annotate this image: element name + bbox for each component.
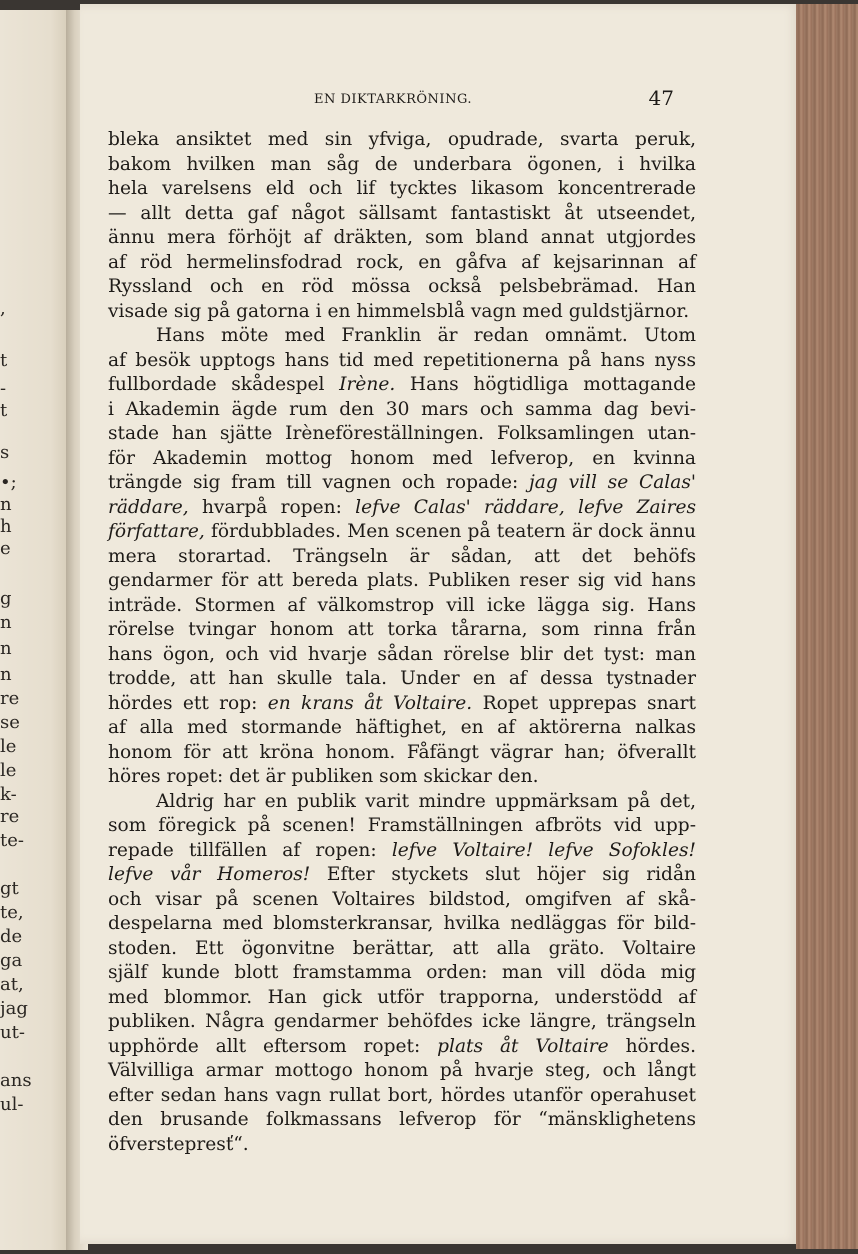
text-line bbox=[108, 986, 696, 1011]
facing-page-fragment: gt bbox=[0, 878, 19, 899]
italic-segment: räddare, bbox=[108, 496, 189, 518]
facing-page-fragment: le bbox=[0, 760, 17, 781]
text-line bbox=[108, 275, 696, 300]
text-line bbox=[108, 398, 696, 423]
text-segment: för Akademin mottog honom med lefverop, en kvinna bbox=[108, 447, 696, 469]
facing-page-fragment: te, bbox=[0, 902, 24, 923]
text-segment: stade han sjätte Irèneföreställningen. Folksamlingen utan- bbox=[108, 423, 696, 444]
text-segment: fullbordade skådespel bbox=[108, 374, 340, 395]
text-segment: Aldrig har en publik varit mindre uppmärksam på det, bbox=[156, 790, 696, 812]
facing-page-fragment: de bbox=[0, 926, 23, 947]
text-line bbox=[108, 790, 696, 815]
text-line bbox=[108, 961, 696, 986]
body-text bbox=[108, 128, 696, 1157]
facing-page-fragment: te- bbox=[0, 830, 24, 851]
facing-page-fragment: ut- bbox=[0, 1022, 25, 1043]
text-line bbox=[108, 177, 696, 202]
text-line bbox=[108, 569, 696, 594]
text-line bbox=[108, 447, 696, 472]
text-segment: trodde, att han skulle tala. Under en af dessa tystnader bbox=[108, 668, 696, 689]
facing-page-fragment: jag bbox=[0, 998, 28, 1019]
text-segment: af alla med stormande häftighet, en af aktörerna nalkas bbox=[108, 717, 696, 738]
facing-page-fragment: n bbox=[0, 494, 12, 515]
italic-segment: lefve vår Homeros! bbox=[108, 864, 311, 885]
text-segment: hördes. bbox=[608, 1035, 696, 1057]
page-stack-edge bbox=[796, 4, 858, 1249]
text-line bbox=[108, 937, 696, 962]
text-segment: mera storartad. Trängseln är sådan, att det behöfs bbox=[108, 545, 696, 567]
text-line bbox=[108, 251, 696, 276]
text-line bbox=[108, 349, 696, 374]
text-segment: ännu mera förhöjt af dräkten, som bland annat utgjordes bbox=[108, 227, 696, 248]
text-segment: öfverstepresť“. bbox=[108, 1133, 249, 1155]
facing-page-fragment: g bbox=[0, 588, 12, 609]
text-segment: inträde. Stormen af välkomstrop vill icke lägga sig. Hans bbox=[108, 594, 696, 616]
facing-page-fragment: - bbox=[0, 378, 7, 399]
facing-page-fragment: le bbox=[0, 736, 17, 757]
text-line bbox=[108, 1035, 696, 1060]
facing-page-fragment: •; bbox=[0, 472, 17, 493]
text-line bbox=[108, 643, 696, 668]
facing-page-fragment: t bbox=[0, 400, 8, 421]
text-line bbox=[108, 692, 696, 717]
facing-page-fragment: ul- bbox=[0, 1094, 24, 1115]
text-segment: Hans högtidliga mottagande bbox=[395, 374, 696, 395]
text-segment: bakom hvilken man såg de underbara ögonen, i hvilka bbox=[108, 153, 696, 175]
facing-page-fragment: k- bbox=[0, 784, 17, 805]
text-line bbox=[108, 496, 696, 521]
text-line bbox=[108, 716, 696, 741]
text-line bbox=[108, 765, 696, 790]
text-segment: rörelse tvingar honom att torka tårarna, som rinna från bbox=[108, 619, 696, 640]
text-line bbox=[108, 422, 696, 447]
facing-page-fragment: t bbox=[0, 350, 8, 371]
text-segment: fördubblades. Men scenen på teatern är dock ännu bbox=[204, 521, 696, 542]
text-segment: visade sig på gatorna i en himmelsblå vagn med guldstjärnor. bbox=[108, 300, 690, 322]
text-segment: själf kunde blott framstamma orden: man vill döda mig bbox=[108, 962, 696, 983]
text-segment: Välvilliga armar mottogo honom på hvarje steg, och långt bbox=[108, 1060, 696, 1081]
text-line bbox=[108, 1133, 696, 1158]
text-line bbox=[108, 471, 696, 496]
text-segment: Efter styckets slut höjer sig ridån bbox=[310, 864, 697, 885]
text-segment: bleka ansiktet med sin yfviga, opudrade, svarta peruk, bbox=[108, 129, 696, 150]
text-segment: hvarpå ropen: bbox=[188, 496, 356, 518]
text-segment: höres ropet: det är publiken som skickar den. bbox=[108, 766, 539, 787]
text-segment: Ryssland och en röd mössa också pelsbebrämad. Han bbox=[108, 276, 696, 297]
text-line bbox=[108, 1084, 696, 1109]
text-segment: hans ögon, och vid hvarje sådan rörelse blir det tyst: man bbox=[108, 643, 696, 665]
italic-segment: författare, bbox=[108, 521, 205, 542]
text-segment: och visar på scenen Voltaires bildstod, omgifven af skå- bbox=[108, 888, 696, 910]
text-line bbox=[108, 226, 696, 251]
text-segment: af besök upptogs hans tid med repetitionerna på hans nyss bbox=[108, 349, 696, 371]
text-segment: upphörde allt eftersom ropet: bbox=[108, 1035, 438, 1057]
text-segment: Ropet upprepas snart bbox=[472, 692, 696, 714]
text-segment: som föregick på scenen! Framställningen afbröts vid upp- bbox=[108, 815, 696, 836]
page-header bbox=[314, 86, 674, 110]
italic-segment: lefve Calas' räddare, lefve Zaires bbox=[355, 496, 696, 518]
facing-page-fragment: re bbox=[0, 806, 20, 827]
text-line bbox=[108, 520, 696, 545]
text-segment: med blommor. Han gick utför trapporna, understödd af bbox=[108, 986, 696, 1008]
text-line bbox=[108, 839, 696, 864]
facing-page-fragment: h bbox=[0, 516, 12, 537]
text-segment: i Akademin ägde rum den 30 mars och samma dag bevi- bbox=[108, 398, 696, 420]
text-line bbox=[108, 153, 696, 178]
text-line bbox=[108, 1059, 696, 1084]
text-line bbox=[108, 545, 696, 570]
text-line bbox=[108, 912, 696, 937]
text-segment: hördes ett rop: bbox=[108, 692, 268, 714]
text-line bbox=[108, 814, 696, 839]
text-segment: den brusande folkmassans lefverop för “mänsklighetens bbox=[108, 1109, 696, 1130]
facing-page-fragment: at, bbox=[0, 974, 24, 995]
text-segment: Hans möte med Franklin är redan omnämt. Utom bbox=[156, 325, 696, 346]
text-line bbox=[108, 1010, 696, 1035]
italic-segment: plats åt Voltaire bbox=[437, 1035, 609, 1057]
facing-page-fragment: ans bbox=[0, 1070, 32, 1091]
text-line bbox=[108, 863, 696, 888]
running-head: EN DIKTARKRÖNING. bbox=[314, 92, 472, 107]
text-segment: gendarmer för att bereda plats. Publiken reser sig vid hans bbox=[108, 570, 696, 591]
facing-page-fragment: , bbox=[0, 298, 6, 319]
italic-segment: lefve Voltaire! lefve Sofokles! bbox=[391, 839, 696, 861]
facing-page-fragment: se bbox=[0, 712, 20, 733]
text-line bbox=[108, 373, 696, 398]
text-segment: — allt detta gaf något sällsamt fantastiskt åt utseendet, bbox=[108, 202, 696, 224]
text-segment: trängde sig fram till vagnen och ropade: bbox=[108, 472, 530, 493]
facing-page-fragment: s bbox=[0, 442, 10, 463]
text-segment: hela varelsens eld och lif tycktes likasom koncentrerade bbox=[108, 178, 696, 199]
text-segment: publiken. Några gendarmer behöfdes icke längre, trängseln bbox=[108, 1011, 696, 1032]
text-segment: despelarna med blomsterkransar, hvilka nedläggas för bild- bbox=[108, 913, 696, 934]
page-number: 47 bbox=[648, 86, 674, 110]
facing-page-fragment: n bbox=[0, 664, 12, 685]
text-line bbox=[108, 618, 696, 643]
facing-page-fragment: re bbox=[0, 688, 20, 709]
text-line bbox=[108, 324, 696, 349]
text-line bbox=[108, 667, 696, 692]
text-segment: efter sedan hans vagn rullat bort, hördes utanför operahuset bbox=[108, 1084, 696, 1106]
facing-page-fragment: n bbox=[0, 612, 12, 633]
text-segment: repade tillfällen af ropen: bbox=[108, 839, 392, 861]
text-segment: af röd hermelinsfodrad rock, en gåfva af kejsarinnan af bbox=[108, 251, 696, 273]
text-line bbox=[108, 128, 696, 153]
text-line bbox=[108, 202, 696, 227]
text-segment: stoden. Ett ögonvitne berättar, att alla gräto. Voltaire bbox=[108, 937, 696, 959]
text-line bbox=[108, 594, 696, 619]
text-line bbox=[108, 888, 696, 913]
italic-segment: jag vill se Calas' bbox=[529, 472, 696, 493]
facing-page-fragment: n bbox=[0, 638, 12, 659]
text-line bbox=[108, 1108, 696, 1133]
italic-segment: Irène. bbox=[339, 374, 396, 395]
text-line bbox=[108, 741, 696, 766]
facing-page-fragment: e bbox=[0, 538, 11, 559]
facing-page-fragment: ga bbox=[0, 950, 23, 971]
left-page-edge bbox=[0, 10, 72, 1250]
text-segment: honom för att kröna honom. Fåfängt vägrar han; öfverallt bbox=[108, 741, 696, 763]
italic-segment: en krans åt Voltaire. bbox=[267, 692, 473, 714]
text-line bbox=[108, 300, 696, 325]
